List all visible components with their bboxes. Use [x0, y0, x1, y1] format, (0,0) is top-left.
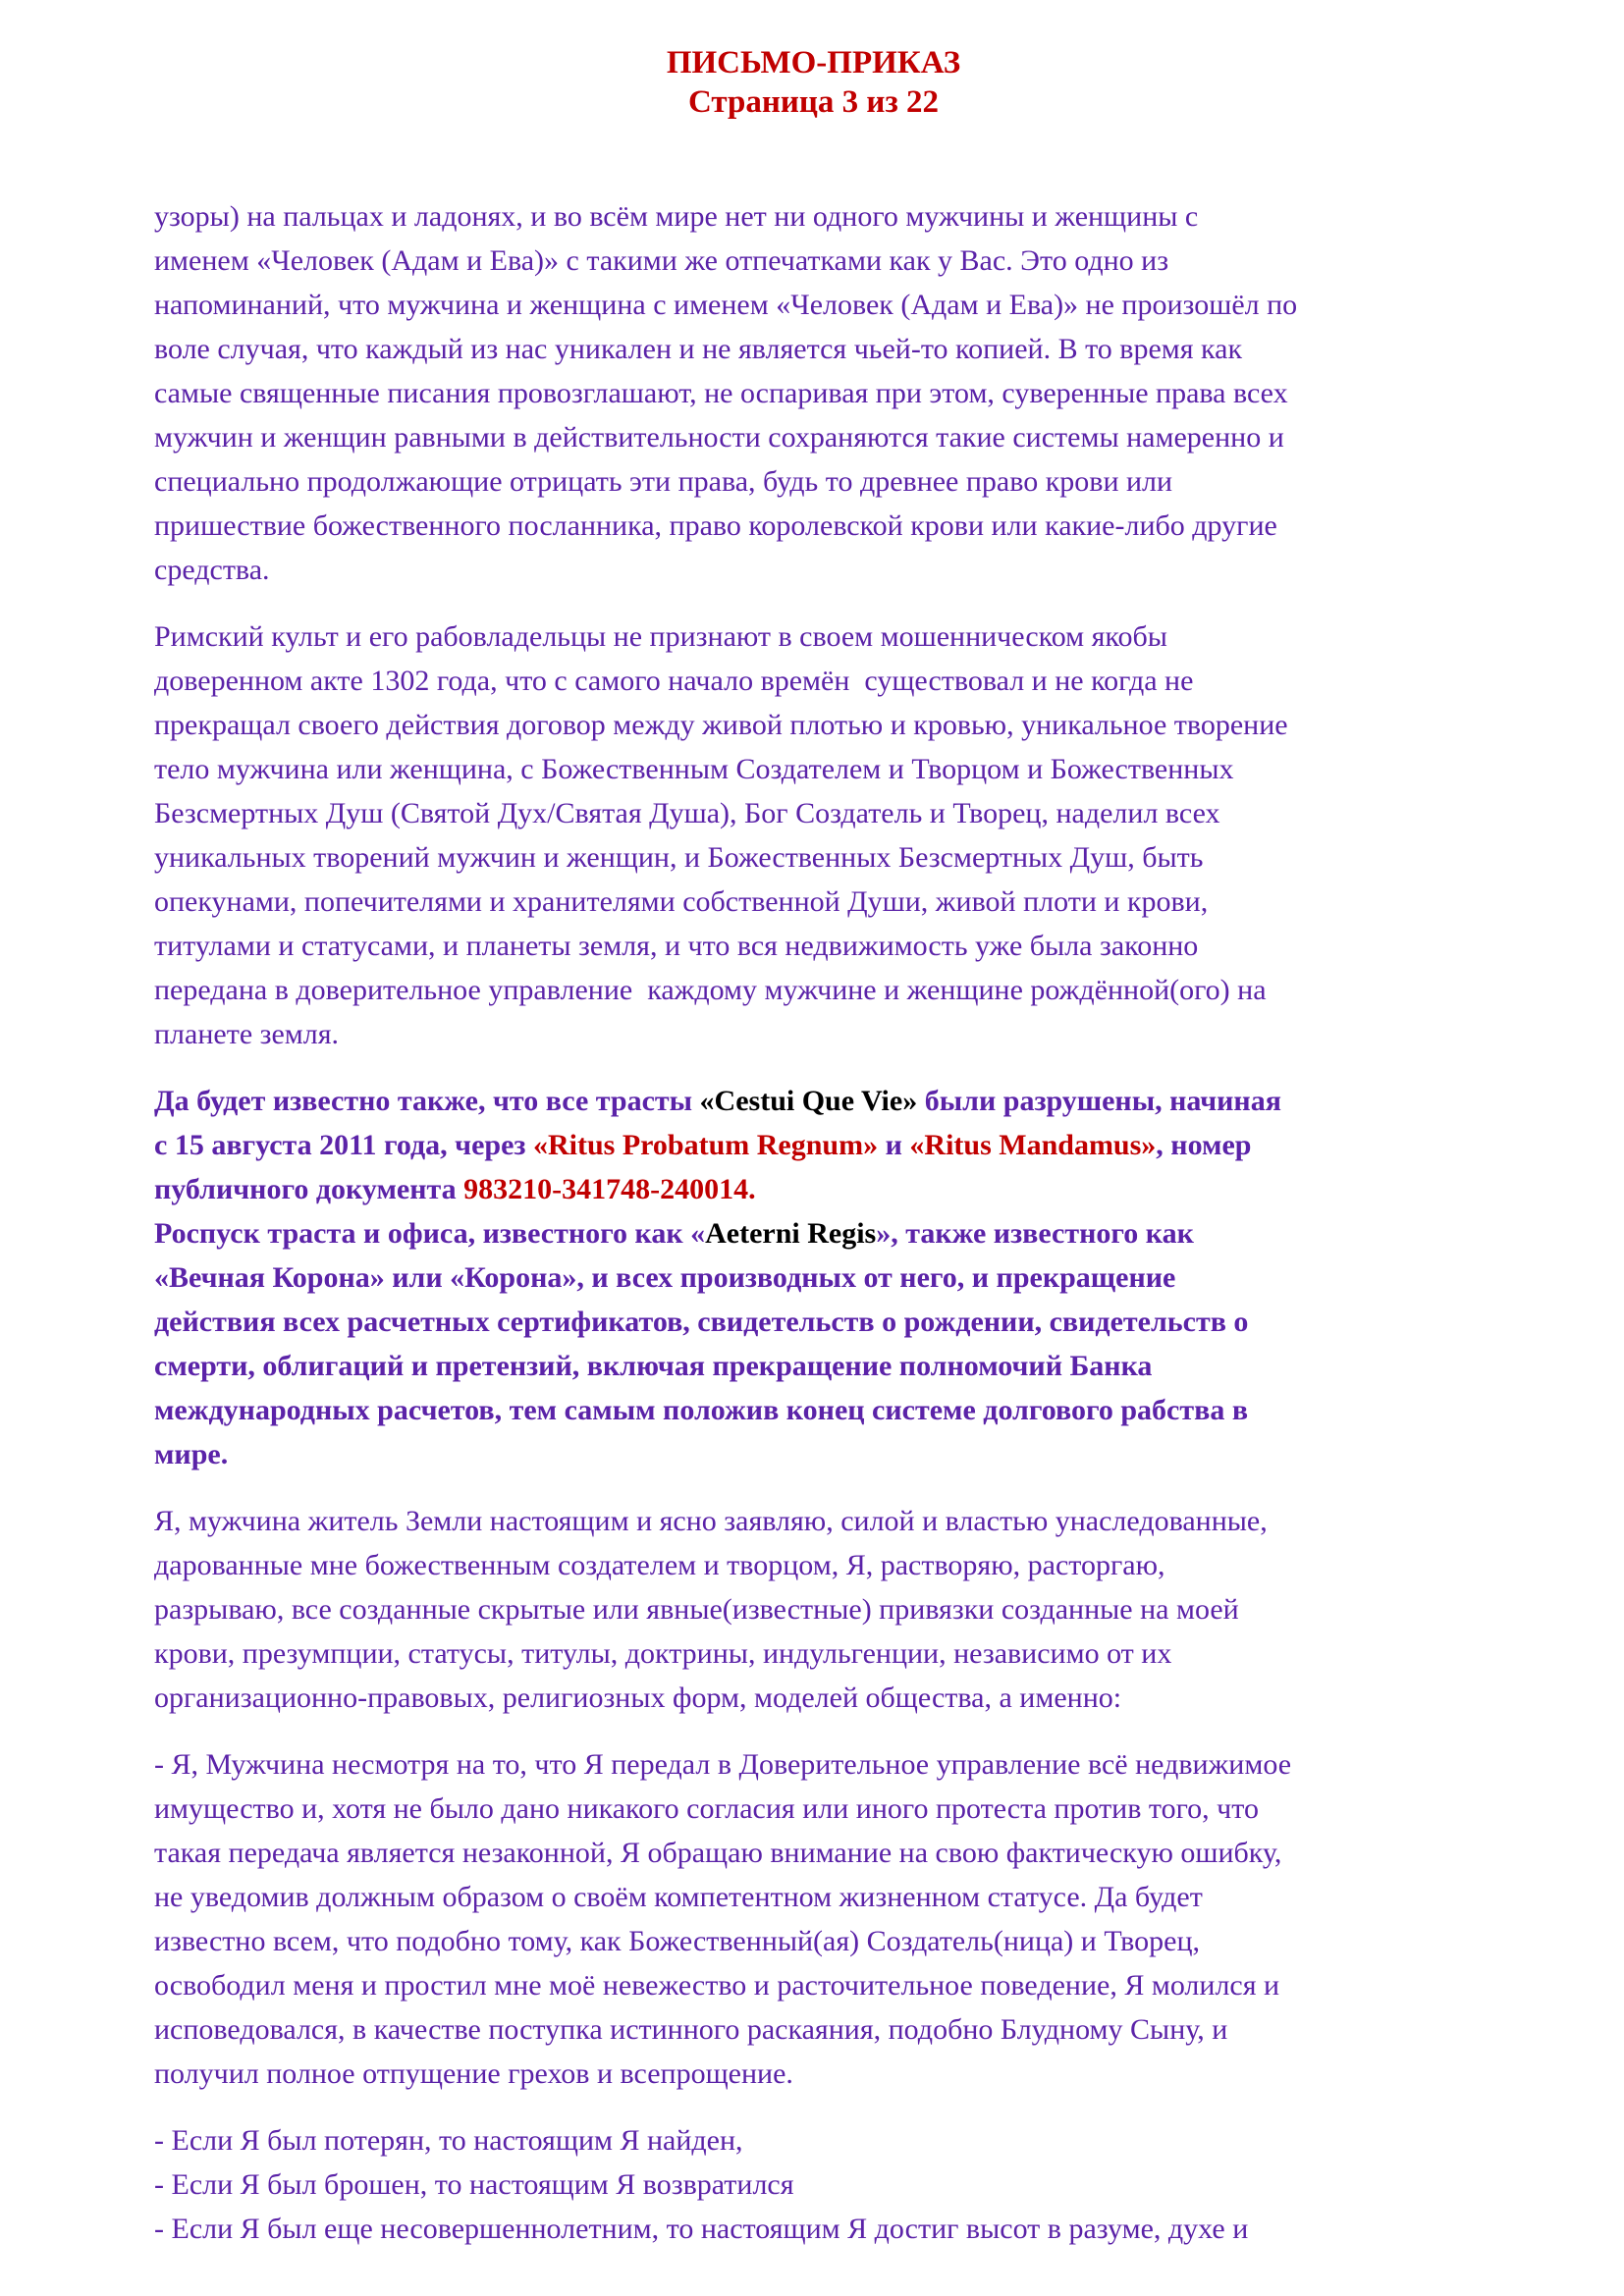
text-segment-purple: планете земля. [154, 1018, 340, 1050]
text-line [154, 2052, 1487, 2096]
text-line [154, 1012, 1487, 1056]
text-segment-purple: Роспуск траста и офиса, известного как « [154, 1217, 706, 1250]
text-segment-purple: Я, мужчина житель Земли настоящим и ясно заявляю, силой и властью унаследованные, [154, 1505, 1268, 1537]
text-line [154, 1875, 1487, 1919]
text-line [154, 614, 1487, 659]
text-line [154, 1787, 1487, 1831]
text-segment-purple: публичного документа [154, 1173, 464, 1205]
text-line [154, 924, 1487, 968]
text-segment-purple: специально продолжающие отрицать эти права, будь то древнее право крови или [154, 465, 1173, 498]
text-line [154, 968, 1487, 1012]
text-segment-purple: были разрушены, начиная [917, 1085, 1281, 1117]
text-segment-purple: , номер [1156, 1129, 1252, 1161]
text-line [154, 1963, 1487, 2007]
text-line [154, 1499, 1487, 1543]
text-segment-purple: самые священные писания провозглашают, не оспаривая при этом, суверенные права всех [154, 377, 1288, 409]
text-segment-purple: узоры) на пальцах и ладонях, и во всём мире нет ни одного мужчины и женщины с [154, 200, 1199, 233]
text-line [154, 1388, 1487, 1432]
text-segment-purple: получил полное отпущение грехов и всепрощение. [154, 2057, 793, 2090]
text-segment-purple: доверенном акте 1302 года, что с самого начало времён существовал и не когда не [154, 665, 1194, 697]
text-segment-black: Aeterni Regis [705, 1217, 877, 1250]
text-line [154, 1344, 1487, 1388]
text-line [154, 747, 1487, 791]
text-line [154, 1432, 1487, 1476]
document-body [154, 194, 1487, 2251]
text-segment-purple: », также известного как [876, 1217, 1194, 1250]
text-line [154, 2207, 1487, 2251]
text-segment-purple: напоминаний, что мужчина и женщина с именем «Человек (Адам и Ева)» не произошёл по [154, 289, 1298, 321]
text-segment-black: «Cestui Que Vie» [699, 1085, 918, 1117]
text-line [154, 1079, 1487, 1123]
text-segment-purple: «Вечная Корона» или «Корона», и всех производных от него, и прекращение [154, 1261, 1176, 1294]
text-line [154, 327, 1487, 371]
text-segment-purple: средства. [154, 554, 270, 586]
text-segment-purple: пришествие божественного посланника, право королевской крови или какие-либо другие [154, 509, 1277, 542]
text-segment-red: 983210-341748-240014. [463, 1173, 756, 1205]
page-title: ПИСЬМО-ПРИКАЗ [666, 45, 961, 80]
paragraph-roman-cult [154, 614, 1487, 1056]
text-line [154, 239, 1487, 283]
text-line [154, 1211, 1487, 1255]
text-segment-purple: мужчин и женщин равными в действительности сохраняются такие системы намеренно и [154, 421, 1284, 454]
text-line [154, 415, 1487, 459]
text-line [154, 1123, 1487, 1167]
text-segment-red: «Ritus Probatum Regnum» [532, 1129, 879, 1161]
text-line [154, 1255, 1487, 1300]
text-segment-purple: уникальных творений мужчин и женщин, и Божественных Безсмертных Душ, быть [154, 841, 1204, 874]
text-line [154, 548, 1487, 592]
text-segment-purple: не уведомив должным образом о своём компетентном жизненном статусе. Да будет [154, 1881, 1203, 1913]
text-segment-purple: действия всех расчетных сертификатов, свидетельств о рождении, свидетельств о [154, 1306, 1249, 1338]
text-segment-purple: Безсмертных Душ (Святой Дух/Святая Душа), Бог Создатель и Творец, наделил всех [154, 797, 1220, 829]
text-segment-purple: и [878, 1129, 910, 1161]
text-segment-purple: - Если Я был брошен, то настоящим Я возвратился [154, 2168, 794, 2201]
paragraph-fingerprints [154, 194, 1487, 592]
text-line [154, 504, 1487, 548]
text-segment-purple: прекращал своего действия договор между живой плотью и кровью, уникальное творение [154, 709, 1288, 741]
text-line [154, 703, 1487, 747]
text-segment-purple: крови, презумпции, статусы, титулы, доктрины, индульгенции, независимо от их [154, 1637, 1172, 1670]
text-segment-purple: - Если Я был потерян, то настоящим Я найден, [154, 2124, 743, 2157]
text-line [154, 371, 1487, 415]
text-segment-red: «Ritus Mandamus» [909, 1129, 1157, 1161]
text-line [154, 2118, 1487, 2163]
text-segment-purple: с 15 августа 2011 года, через [154, 1129, 533, 1161]
text-segment-purple: известно всем, что подобно тому, как Божественный(ая) Создатель(ница) и Творец, [154, 1925, 1201, 1957]
text-segment-purple: международных расчетов, тем самым положив конец системе долгового рабства в [154, 1394, 1249, 1426]
text-line [154, 2163, 1487, 2207]
text-line [154, 880, 1487, 924]
text-segment-purple: разрываю, все созданные скрытые или явные(известные) привязки созданные на моей [154, 1593, 1239, 1626]
text-line [154, 1543, 1487, 1587]
text-line [154, 1167, 1487, 1211]
text-segment-purple: опекунами, попечителями и хранителями собственной Души, живой плоти и крови, [154, 885, 1209, 918]
text-line [154, 659, 1487, 703]
text-segment-purple: - Если Я был еще несовершеннолетним, то настоящим Я достиг высот в разуме, духе и [154, 2213, 1249, 2245]
text-segment-purple: воле случая, что каждый из нас уникален и не является чьей-то копией. В то время как [154, 333, 1243, 365]
text-segment-purple: титулами и статусами, и планеты земля, и что вся недвижимость уже была законно [154, 930, 1199, 962]
text-line [154, 1831, 1487, 1875]
text-segment-purple: именем «Человек (Адам и Ева)» с такими же отпечатками как у Вас. Это одно из [154, 244, 1169, 277]
text-segment-purple: такая передача является незаконной, Я обращаю внимание на свою фактическую ошибку, [154, 1837, 1282, 1869]
text-line [154, 1676, 1487, 1720]
text-segment-purple: дарованные мне божественным создателем и творцом, Я, растворяю, расторгаю, [154, 1549, 1165, 1581]
text-line [154, 459, 1487, 504]
text-line [154, 283, 1487, 327]
text-line [154, 2007, 1487, 2052]
text-segment-purple: - Я, Мужчина несмотря на то, что Я передал в Доверительное управление всё недвижимое [154, 1748, 1292, 1781]
text-line [154, 1587, 1487, 1631]
text-segment-purple: Да будет известно также, что все трасты [154, 1085, 700, 1117]
text-line [154, 1300, 1487, 1344]
text-segment-purple: Римский культ и его рабовладельцы не признают в своем мошенническом якобы [154, 620, 1167, 653]
text-segment-purple: тело мужчина или женщина, с Божественным Создателем и Творцом и Божественных [154, 753, 1234, 785]
text-segment-purple: освободил меня и простил мне моё невежество и расточительное поведение, Я молился и [154, 1969, 1280, 2002]
paragraph-declaration [154, 1499, 1487, 1720]
text-segment-purple: смерти, облигаций и претензий, включая прекращение полномочий Банка [154, 1350, 1153, 1382]
text-segment-purple: передана в доверительное управление каждому мужчине и женщине рождённой(ого) на [154, 974, 1267, 1006]
document-header [154, 43, 1473, 122]
paragraph-trusts-dissolution [154, 1079, 1487, 1476]
text-segment-purple: имущество и, хотя не было дано никакого согласия или иного протеста против того, что [154, 1792, 1259, 1825]
text-line [154, 1631, 1487, 1676]
text-segment-purple: организационно-правовых, религиозных форм, моделей общества, а именно: [154, 1682, 1122, 1714]
text-line [154, 835, 1487, 880]
text-segment-purple: исповедовался, в качестве поступка истинного раскаяния, подобно Блудному Сыну, и [154, 2013, 1228, 2046]
text-segment-purple: мире. [154, 1438, 229, 1470]
text-line [154, 1919, 1487, 1963]
paragraph-trust-transfer [154, 1742, 1487, 2096]
page-number: Страница 3 из 22 [688, 84, 939, 120]
text-line [154, 791, 1487, 835]
text-line [154, 194, 1487, 239]
text-line [154, 1742, 1487, 1787]
paragraph-if-statements [154, 2118, 1487, 2251]
